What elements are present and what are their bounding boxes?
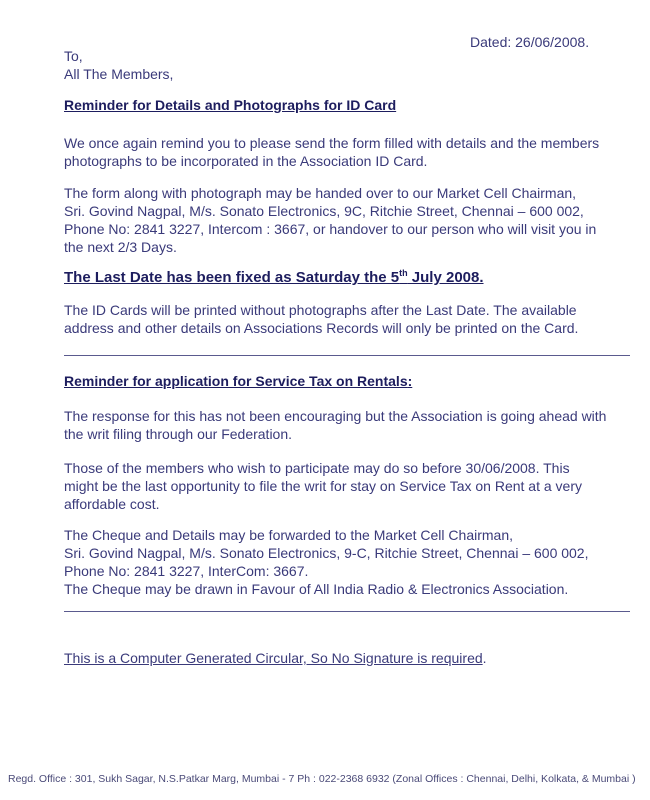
text-line: The response for this has not been encouraging but the Association is going ahead with	[64, 408, 607, 424]
paragraph-participation	[64, 459, 582, 513]
paragraph-printing-notice	[64, 301, 578, 337]
section-heading-id-card: Reminder for Details and Photographs for ID Card	[64, 97, 397, 113]
text-line: Sri. Govind Nagpal, M/s. Sonato Electronics, 9C, Ritchie Street, Chennai – 600 002,	[64, 203, 584, 219]
text-line: Phone No: 2841 3227, Intercom : 3667, or handover to our person who will visit you in	[64, 221, 597, 237]
text-line: The ID Cards will be printed without photographs after the Last Date. The available	[64, 302, 577, 318]
text-line: the next 2/3 Days.	[64, 239, 177, 255]
salutation-recipients: All The Members,	[64, 66, 174, 82]
text-line: The Cheque and Details may be forwarded to the Market Cell Chairman,	[64, 527, 513, 543]
notice-period: .	[482, 650, 487, 666]
text-line: photographs to be incorporated in the Association ID Card.	[64, 153, 428, 169]
text-line: The form along with photograph may be handed over to our Market Cell Chairman,	[64, 185, 577, 201]
text-line: Sri. Govind Nagpal, M/s. Sonato Electronics, 9-C, Ritchie Street, Chennai – 600 002,	[64, 545, 589, 561]
service-tax-heading-text: Reminder for application for Service Tax on Rentals	[64, 373, 408, 389]
last-date-ordinal: th	[399, 268, 408, 278]
section-divider	[64, 611, 630, 612]
text-line: Those of the members who wish to participate may do so before 30/06/2008. This	[64, 460, 570, 476]
notice-text: This is a Computer Generated Circular, So No Signature is required	[64, 650, 483, 666]
text-line: The Cheque may be drawn in Favour of All India Radio & Electronics Association.	[64, 581, 569, 597]
salutation-to: To,	[64, 48, 83, 64]
paragraph-response	[64, 407, 606, 443]
last-date-text: The Last Date has been fixed as Saturday the 5	[64, 269, 400, 286]
letter-date: Dated: 26/06/2008.	[470, 34, 590, 50]
text-line: We once again remind you to please send the form filled with details and the members	[64, 135, 600, 151]
text-line: address and other details on Associations Records will only be printed on the Card.	[64, 320, 579, 336]
computer-generated-notice	[64, 649, 487, 667]
registered-office-footer: Regd. Office : 301, Sukh Sagar, N.S.Patkar Marg, Mumbai - 7 Ph : 022-2368 6932 (Zonal Offices : Chennai, Delhi, Kolkata, & Mumbai )	[8, 773, 636, 785]
text-line: affordable cost.	[64, 496, 160, 512]
paragraph-cheque-details	[64, 526, 589, 598]
last-date-heading	[64, 268, 484, 286]
paragraph-id-card-reminder	[64, 134, 599, 170]
section-divider	[64, 355, 630, 356]
text-line: might be the last opportunity to file the writ for stay on Service Tax on Rent at a very	[64, 478, 582, 494]
paragraph-handover-details	[64, 184, 596, 256]
last-date-month: July 2008.	[407, 269, 484, 286]
text-line: Phone No: 2841 3227, InterCom: 3667.	[64, 563, 309, 579]
service-tax-heading-colon: :	[407, 373, 413, 389]
section-heading-service-tax	[64, 373, 412, 389]
text-line: the writ filing through our Federation.	[64, 426, 293, 442]
